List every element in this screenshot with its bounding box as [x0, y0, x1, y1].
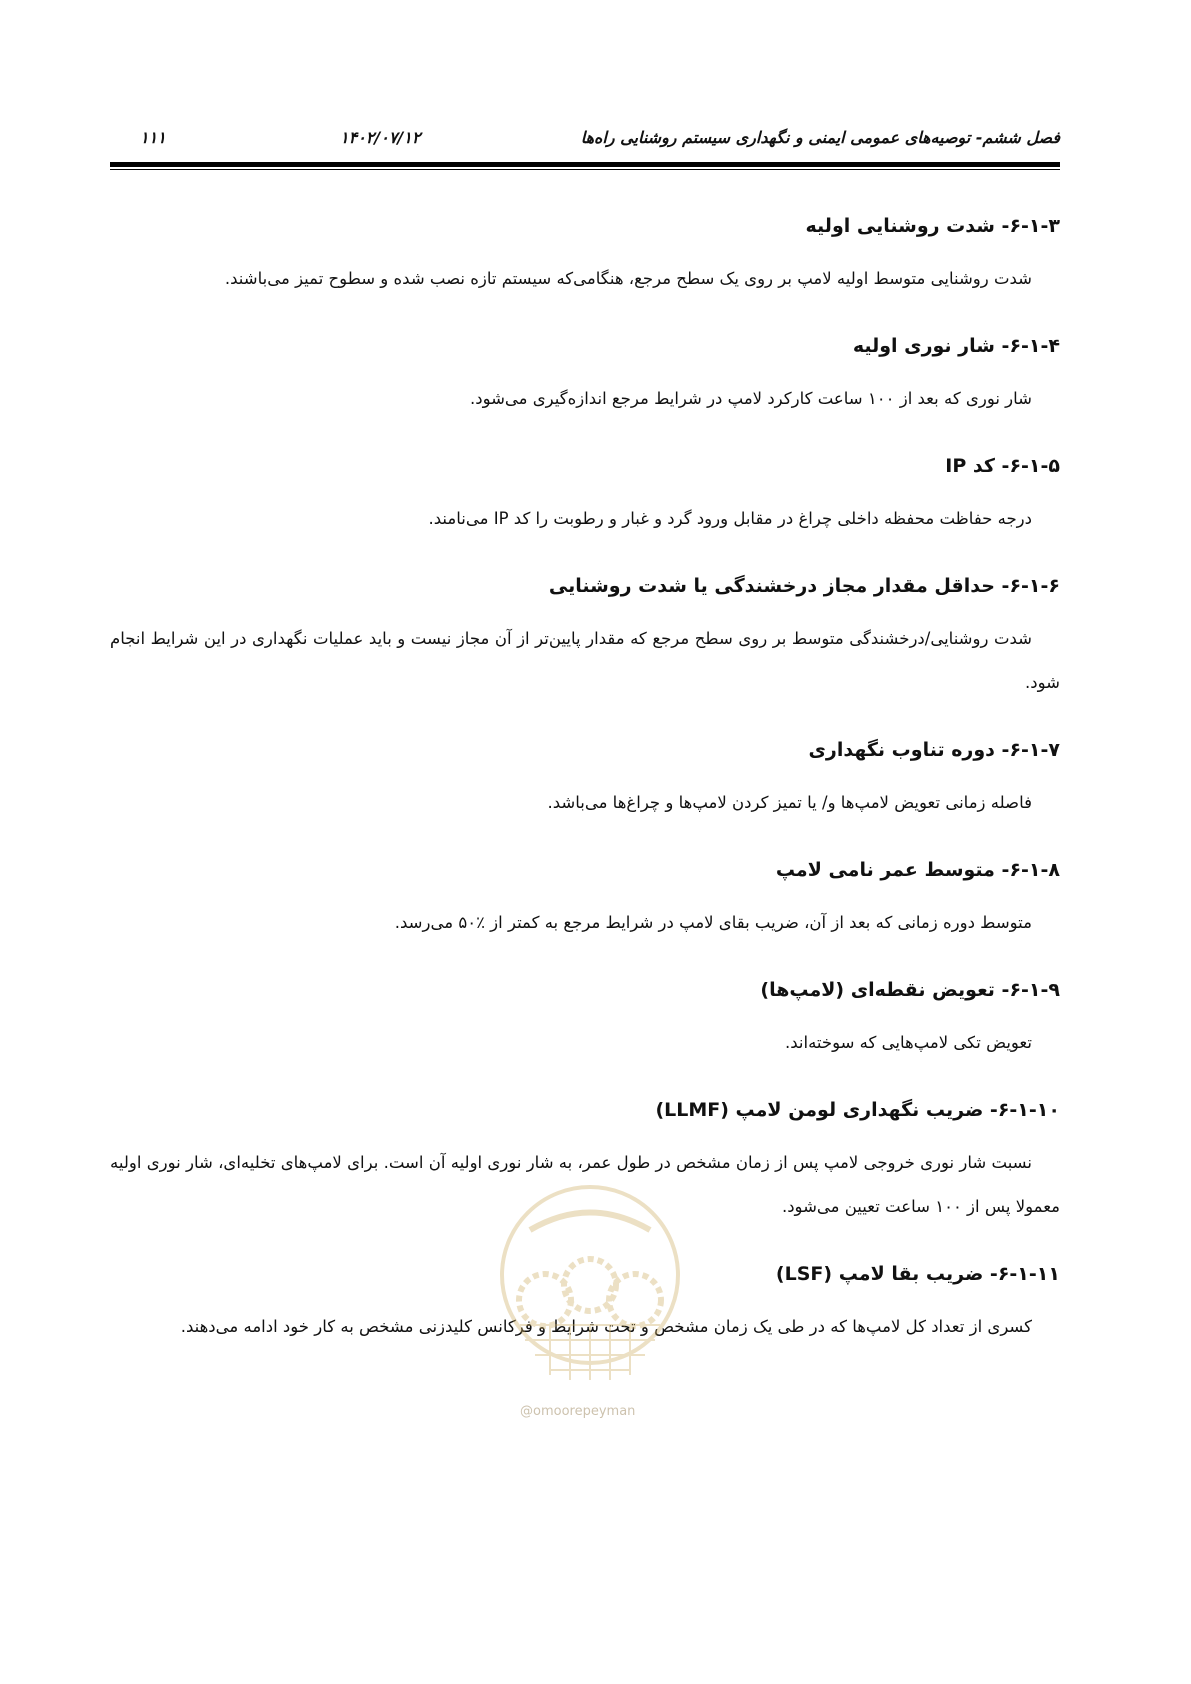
section-heading: ۶-۱-۸- متوسط عمر نامی لامپ — [775, 859, 1060, 881]
section-paragraph: شدت روشنایی/درخشندگی متوسط بر روی سطح مرجع که مقدار پایین‌تر از آن مجاز نیست و باید عملیات نگهداری در این شرایط انجام شود. — [110, 629, 1060, 692]
section-paragraph: درجه حفاظت محفظه داخلی چراغ در مقابل ورود گرد و غبار و رطوبت را کد IP می‌نامند. — [428, 509, 1032, 528]
section-5 — [110, 445, 1060, 541]
section-8 — [110, 849, 1060, 945]
section-heading: ۶-۱-۱۰- ضریب نگهداری لومن لامپ (LLMF) — [655, 1099, 1060, 1121]
section-heading: ۶-۱-۶- حداقل مقدار مجاز درخشندگی یا شدت روشنایی — [548, 575, 1060, 597]
page-header — [110, 128, 1060, 158]
header-rule-thick — [110, 162, 1060, 167]
section-3 — [110, 205, 1060, 301]
section-paragraph: شدت روشنایی متوسط اولیه لامپ بر روی یک سطح مرجع، هنگامی‌که سیستم تازه نصب شده و سطوح تمیز می‌باشند. — [224, 269, 1032, 288]
section-9 — [110, 969, 1060, 1065]
section-4 — [110, 325, 1060, 421]
chapter-title: فصل ششم- توصیه‌های عمومی ایمنی و نگهداری سیستم روشنایی راه‌ها — [580, 128, 1060, 147]
section-paragraph: نسبت شار نوری خروجی لامپ پس از زمان مشخص در طول عمر، به شار نوری اولیه آن است. برای لامپ‌های تخلیه‌ای، شار نوری اولیه معمولا پس از ۱۰۰ ساعت تعیین می‌شود. — [110, 1153, 1060, 1216]
section-paragraph: فاصله زمانی تعویض لامپ‌ها و/ یا تمیز کردن لامپ‌ها و چراغ‌ها می‌باشد. — [547, 793, 1032, 812]
section-paragraph: شار نوری که بعد از ۱۰۰ ساعت کارکرد لامپ در شرایط مرجع اندازه‌گیری می‌شود. — [469, 389, 1032, 408]
section-paragraph: متوسط دوره زمانی که بعد از آن، ضریب بقای لامپ در شرایط مرجع به کمتر از ٪۵۰ می‌رسد. — [394, 913, 1032, 932]
header-date: ۱۴۰۲/۰۷/۱۲ — [340, 128, 421, 147]
section-heading: ۶-۱-۱۱- ضریب بقا لامپ (LSF) — [775, 1263, 1060, 1285]
watermark-text: @omoorepeyman — [520, 1404, 636, 1419]
watermark-logo — [490, 1175, 690, 1385]
section-6 — [110, 565, 1060, 705]
section-heading: ۶-۱-۴- شار نوری اولیه — [852, 335, 1060, 357]
page-number: ۱۱۱ — [140, 128, 166, 147]
section-heading: ۶-۱-۳- شدت روشنایی اولیه — [805, 215, 1060, 237]
section-paragraph: تعویض تکی لامپ‌هایی که سوخته‌اند. — [784, 1033, 1032, 1052]
section-heading: ۶-۱-۹- تعویض نقطه‌ای (لامپ‌ها) — [760, 979, 1060, 1001]
section-paragraph: کسری از تعداد کل لامپ‌ها که در طی یک زمان مشخص و تحت شرایط و فرکانس کلیدزنی مشخص به کار خود ادامه می‌دهند. — [180, 1317, 1032, 1336]
header-rule-thin — [110, 169, 1060, 170]
section-heading: ۶-۱-۵- کد IP — [945, 455, 1060, 477]
section-7 — [110, 729, 1060, 825]
section-heading: ۶-۱-۷- دوره تناوب نگهداری — [808, 739, 1060, 761]
